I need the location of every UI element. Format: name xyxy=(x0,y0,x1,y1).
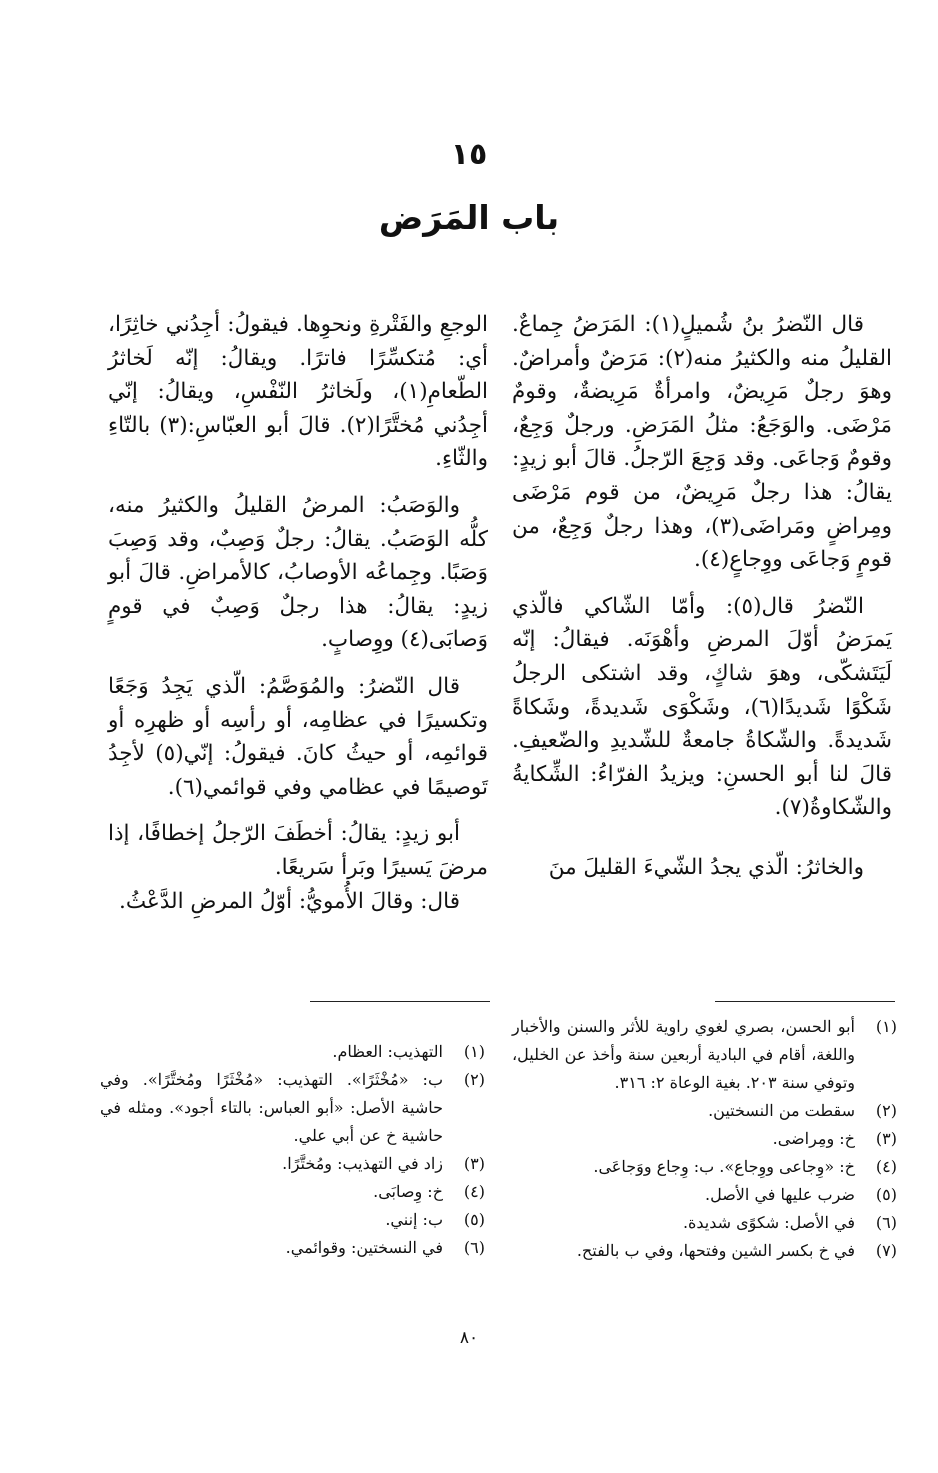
footnote xyxy=(512,1209,897,1237)
chapter-title: باب المَرَض xyxy=(378,198,560,237)
footnote xyxy=(100,1234,485,1262)
footnote xyxy=(100,1150,485,1178)
footnote-text: في خ بكسر الشين وفتحها، وفي ب بالفتح. xyxy=(576,1241,855,1260)
footnote-number: (١) xyxy=(463,1042,485,1061)
footnote-number: (٦) xyxy=(463,1238,485,1257)
paragraph: أبو زيدٍ: يقالُ: أخطَفَ الرّجلُ إخطافًا، إذا مرضَ يَسيرًا وبَرأ سَريعًا. xyxy=(108,821,488,880)
footnote-text: أبو الحسن، بصري لغوي راوية للأثر والسنن والأخبار واللغة، أقام في البادية أربعين سنة وأخذ عن الخليل، وتوفي سنة ٢٠٣. بغية الوعاة ٢: ٣١٦. xyxy=(512,1017,855,1092)
footnote xyxy=(512,1125,897,1153)
footnote-text: ضرب عليها في الأصل. xyxy=(705,1185,855,1204)
footnote xyxy=(100,1206,485,1234)
paragraph: النّضرُ قال(٥): وأمّا الشّاكي فالّذي يَمرَضُ أوّلَ المرضِ وأهْوَنَه. فيقالُ: إنّه لَيَتَشكّى، وهوَ شاكٍ، وقد اشتكى الرجلُ شَكْوًا شَديدًا(٦)، وشَكْوَى شَديدةً، وشَكاةً شَديدةً. والشّكاةُ جامعةٌ للشّديدِ والضّعيفِ. قالَ لنا أبو الحسنِ: ويزيدُ الفرّاءُ: الشِّكايةُ والشّكاوةُ(٧). xyxy=(512,593,892,821)
paragraph: قال النّضرُ بنُ شُميلٍ(١): المَرَضُ جِماعٌ. القليلُ منه والكثيرُ منه(٢): مَرَضٌ وأمراضٌ. وهوَ رجلٌ مَرِيضٌ، وامرأةٌ مَرِيضةٌ، وقومٌ مَرْضَى. والوَجَعُ: مثلُ المَرَضِ. ورجلٌ وَجِعٌ، وقومٌ وَجاعَى. وقد وَجِعَ الرّجلُ. قالَ أبو زيدٍ: يقالُ: هذا رجلٌ مَرِيضٌ، من قوم مَرْضَى ومِراضٍ ومَراضَى(٣)، وهذا رجلٌ وَجِعٌ، من قومٍ وَجاعَى ووِجاعٍ(٤). xyxy=(512,312,892,573)
footnotes-left xyxy=(100,1038,485,1262)
paragraph: قال: وقالَ الأُمويُّ: أوّلُ المرضِ الدَّعْثُ. xyxy=(119,888,460,914)
chapter-number: ١٥ xyxy=(450,137,488,172)
footnote-number: (٤) xyxy=(875,1157,897,1176)
footnote-text: خ: «وِجاعى ووِجاع». ب: وِجاع ووَجاعَى. xyxy=(593,1157,855,1176)
right-text-column xyxy=(512,308,892,898)
footnote-number: (٤) xyxy=(463,1182,485,1201)
paragraph: والوَصَبُ: المرضُ القليلُ والكثيرُ منه، كلُّه الوَصَبُ. يقالُ: رجلٌ وَصِبٌ، وقد وَصِبَ وَصَبًا. وجِماعُه الأوصابُ، كالأمراضِ. قالَ أبو زيدٍ: يقالُ: هذا رجلٌ وَصِبٌ في قومٍ وَصابَى(٤) ووِصابٍ. xyxy=(108,492,488,653)
footnote-number: (٧) xyxy=(875,1241,897,1260)
left-text-column xyxy=(108,308,488,931)
paragraph: قال النّضرُ: والمُوَصَّمُ: الّذي يَجِدُ وَجَعًا وتكسيرًا في عظامِه، أو رأسِه أو ظهرِه أو قوائمِه، أو حيثُ كانَ. فيقولُ: إنّي(٥) لأجِدُ تَوصيمًا في عظامي وفي قوائمي(٦). xyxy=(108,673,488,800)
footnote-number: (٢) xyxy=(875,1101,897,1120)
footnote-text: في الأصل: شكوًى شديدة. xyxy=(682,1213,855,1232)
footnote xyxy=(512,1181,897,1209)
footnote-text: خ: ومِراضى. xyxy=(772,1129,855,1148)
footnote-number: (٦) xyxy=(875,1213,897,1232)
footnote-text: ب: إنني. xyxy=(385,1210,443,1229)
footnote-number: (٥) xyxy=(463,1210,485,1229)
footnote-text: في النسختين: وقوائمي. xyxy=(285,1238,443,1257)
footnote xyxy=(512,1237,897,1265)
footnote-text: سقطت من النسختين. xyxy=(708,1101,855,1120)
page-number: ٨٠ xyxy=(459,1328,479,1348)
footnote-divider xyxy=(715,1001,895,1002)
footnote xyxy=(512,1153,897,1181)
footnote xyxy=(512,1013,897,1097)
footnote-text: ب: «مُخْثَرًا». التهذيب: «مُخْثَرًا ومُختَّرًا». وفي حاشية الأصل: «أبو العباس: بالتاء أجود». ومثله في حاشية خ عن أبي علي. xyxy=(100,1070,443,1145)
footnote-number: (٥) xyxy=(875,1185,897,1204)
footnote xyxy=(512,1097,897,1125)
footnote-text: خ: وِصابَى. xyxy=(373,1182,443,1201)
footnote-number: (٣) xyxy=(463,1154,485,1173)
footnote-number: (٢) xyxy=(463,1070,485,1089)
footnote xyxy=(100,1038,485,1066)
paragraph: والخاثرُ: الّذي يجدُ الشّيءَ القليلَ منَ xyxy=(548,854,864,880)
footnote-text: زاد في التهذيب: ومُختَّرًا. xyxy=(282,1154,443,1173)
footnote-number: (١) xyxy=(875,1017,897,1036)
footnotes-right xyxy=(512,1013,897,1265)
paragraph: الوجعِ والفَتْرةِ ونحوِها. فيقولُ: أجِدُني خاثِرًا، أي: مُتكسِّرًا فاترًا. ويقالُ: إنّه لَخاثرُ الطّعامِ(١)، ولَخاثرُ النّفْسِ، ويقالُ: إنّي أجِدُني مُختَّرًا(٢). قالَ أبو العبّاسِ:(٣) بالتّاءِ والثّاءِ. xyxy=(108,312,488,472)
footnote xyxy=(100,1066,485,1150)
footnote-text: التهذيب: العظام. xyxy=(332,1042,443,1061)
footnote-divider xyxy=(310,1001,490,1002)
footnote-number: (٣) xyxy=(875,1129,897,1148)
footnote xyxy=(100,1178,485,1206)
